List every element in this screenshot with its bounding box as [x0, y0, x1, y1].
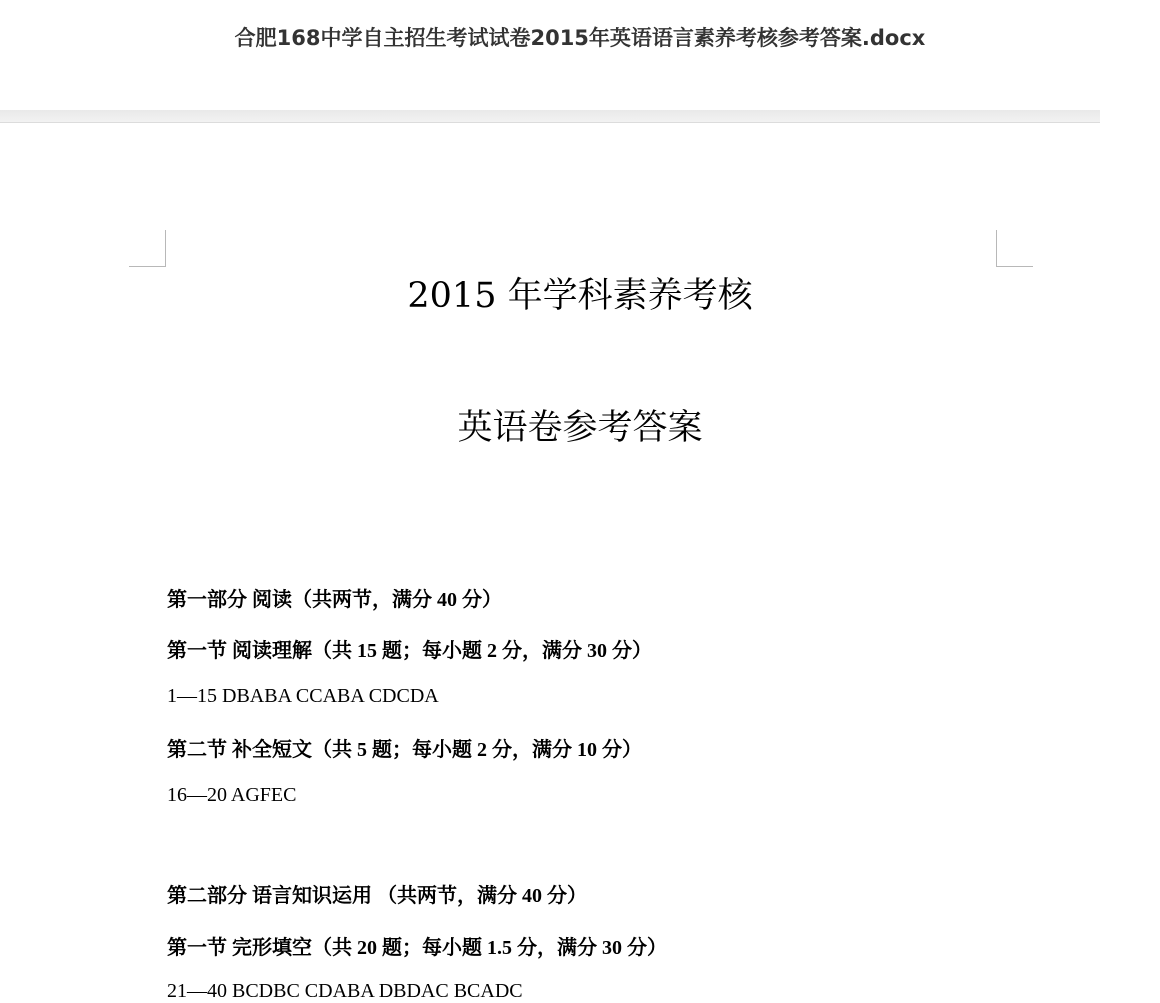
document-heading-subject: 英语卷参考答案: [457, 408, 703, 448]
document-page: [0, 123, 1100, 1002]
answers-1-15: 1—15 DBABA CCABA CDCDA: [167, 685, 439, 707]
margin-mark-top-left: [129, 230, 166, 267]
section-reading-comprehension-heading: 第一节 阅读理解（共 15 题；每小题 2 分，满分 30 分）: [167, 640, 652, 662]
title-bar: [0, 0, 1100, 110]
section-part-two-heading: 第二部分 语言知识运用 （共两节，满分 40 分）: [167, 885, 587, 907]
section-complete-passage-heading: 第二节 补全短文（共 5 题；每小题 2 分，满分 10 分）: [167, 739, 642, 761]
margin-mark-top-right: [996, 230, 1033, 267]
page-divider: [0, 110, 1100, 123]
answers-21-40: 21—40 BCDBC CDABA DBDAC BCADC: [167, 980, 523, 1002]
document-heading-year: 2015 年学科素养考核: [407, 276, 753, 316]
section-cloze-heading: 第一节 完形填空（共 20 题；每小题 1.5 分，满分 30 分）: [167, 937, 667, 959]
answers-16-20: 16—20 AGFEC: [167, 784, 297, 806]
document-title: 合肥168中学自主招生考试试卷2015年英语语言素养考核参考答案.docx: [234, 26, 926, 50]
section-part-one-heading: 第一部分 阅读（共两节，满分 40 分）: [167, 589, 502, 611]
